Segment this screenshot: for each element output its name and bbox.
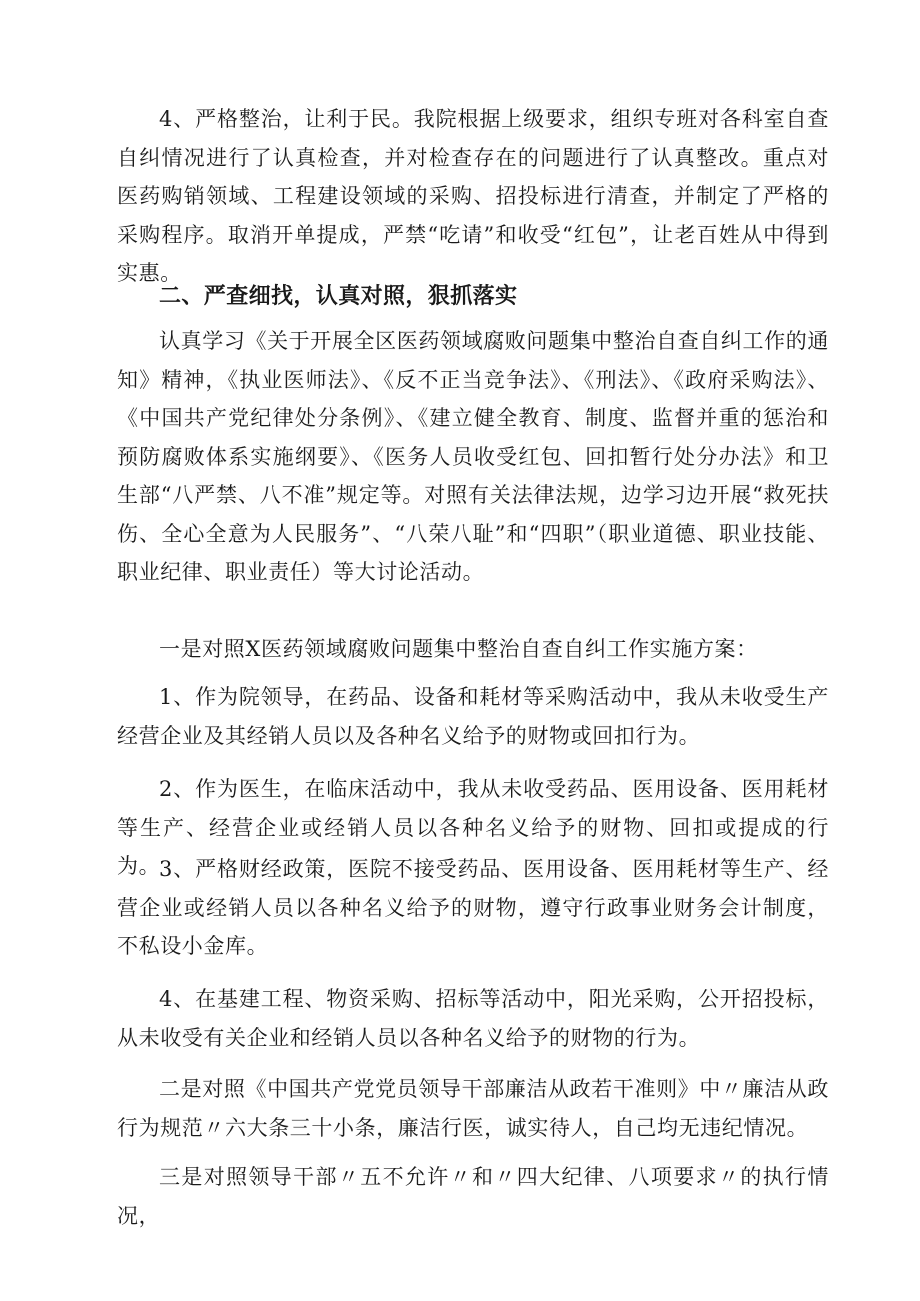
- paragraph-point-1: 1、作为院领导，在药品、设备和耗材等采购活动中，我从未收受生产经营企业及其经销人员以及各种名义给予的财物或回扣行为。: [117, 685, 829, 748]
- paragraph-point-2: 2、作为医生，在临床活动中，我从未收受药品、医用设备、医用耗材等生产、经营企业或经销人员以各种名义给予的财物、回扣或提成的行为。: [117, 777, 829, 878]
- paragraph-point-4: 4、在基建工程、物资采购、招标等活动中，阳光采购，公开招投标，从未收受有关企业和经销人员以各种名义给予的财物的行为。: [117, 987, 829, 1050]
- paragraph-item-one-intro: 一是对照X医药领域腐败问题集中整治自查自纠工作实施方案：: [159, 637, 758, 661]
- paragraph-point-3: 3、严格财经政策，医院不接受药品、医用设备、医用耗材等生产、经营企业或经销人员以各种名义给予的财物，遵守行政事业财务会计制度，不私设小金库。: [117, 857, 829, 958]
- paragraph-item-three: 三是对照领导干部〃五不允许〃和〃四大纪律、八项要求〃的执行情况，: [117, 1165, 829, 1228]
- paragraph-item-two: 二是对照《中国共产党党员领导干部廉洁从政若干准则》中〃廉洁从政行为规范〃六大条三十小条，廉洁行医，诚实待人，自己均无违纪情况。: [117, 1077, 829, 1140]
- section-heading-2: 二、严查细找，认真对照，狠抓落实: [159, 284, 518, 309]
- paragraph-strict-rectification: 4、严格整治，让利于民。我院根据上级要求，组织专班对各科室自查自纠情况进行了认真检查，并对检查存在的问题进行了认真整改。重点对医药购销领域、工程建设领域的采购、招投标进行清查，并制定了严格的采购程序。取消开单提成，严禁“吃请”和收受“红包”，让老百姓从中得到实惠。: [117, 107, 829, 285]
- paragraph-study-laws: 认真学习《关于开展全区医药领域腐败问题集中整治自查自纠工作的通知》精神，《执业医师法》、《反不正当竞争法》、《刑法》、《政府采购法》、《中国共产党纪律处分条例》、《建立健全教育、制度、监督并重的惩治和预防腐败体系实施纲要》、《医务人员收受红包、回扣暂行处分办法》和卫生部“八严禁、八不准”规定等。对照有关法律法规，边学习边开展“救死扶伤、全心全意为人民服务”、“八荣八耻”和“四职”（职业道德、职业技能、职业纪律、职业责任）等大讨论活动。: [117, 329, 829, 584]
